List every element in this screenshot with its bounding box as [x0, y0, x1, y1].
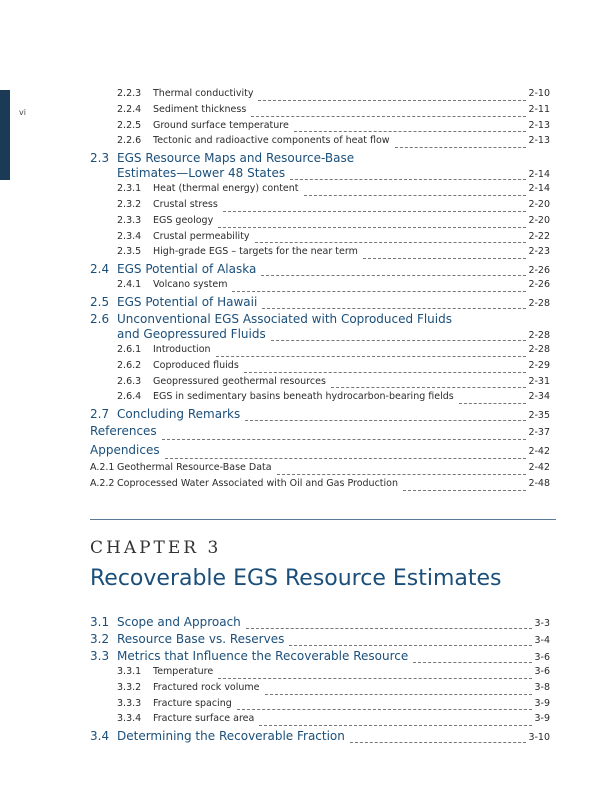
toc-entry-number: 3.4 [90, 729, 110, 744]
toc-entry-page: 3-9 [534, 697, 550, 709]
toc-entry-number: 2.6 [90, 311, 110, 326]
toc-entry-number: 2.2.4 [117, 103, 142, 115]
toc-entry-number: 2.4.1 [117, 279, 142, 291]
dot-leader [289, 644, 532, 646]
page-number: vi [19, 108, 26, 117]
toc-entry-number: 3.1 [90, 615, 110, 629]
toc-entry-title: Fracture spacing [153, 697, 232, 709]
toc-entry-page: 2-42 [528, 462, 550, 474]
toc-entry[interactable] [90, 135, 550, 151]
toc-entry-page: 2-23 [528, 246, 550, 258]
sidebar-accent-bar [0, 90, 10, 180]
toc-entry-page: 2-48 [528, 478, 550, 490]
dot-leader [265, 693, 533, 695]
toc-entry[interactable] [90, 649, 550, 666]
toc-entry-continuation[interactable] [90, 166, 550, 183]
toc-entry-title: EGS geology [153, 214, 214, 226]
dot-leader [223, 210, 527, 212]
toc-entry[interactable] [90, 231, 550, 247]
toc-entry[interactable] [90, 120, 550, 136]
dot-leader [258, 99, 526, 101]
toc-entry-number: 2.3.5 [117, 246, 142, 258]
toc-entry-title: Geopressured geothermal resources [153, 375, 326, 387]
toc-entry-title: Volcano system [153, 279, 228, 291]
toc-entry-title: Resource Base vs. Reserves [117, 632, 285, 646]
toc-entry-title: EGS Resource Maps and Resource-Base [117, 151, 355, 166]
toc-entry-page: 2-13 [528, 135, 550, 147]
toc-entry-page: 3-3 [534, 618, 550, 629]
toc-entry-number: 3.2 [90, 632, 110, 646]
dot-leader [395, 146, 527, 148]
dot-leader [218, 226, 526, 228]
toc-entry[interactable] [90, 682, 550, 698]
toc-entry[interactable] [90, 424, 550, 443]
toc-entry-number: 2.6.3 [117, 375, 142, 387]
toc-entry-page: 2-28 [528, 329, 550, 341]
toc-entry-page: 2-11 [528, 103, 550, 115]
toc-entry-title: EGS in sedimentary basins beneath hydrocarbon-bearing fields [153, 391, 454, 403]
toc-entry[interactable] [90, 183, 550, 199]
toc-entry[interactable] [90, 279, 550, 295]
toc-entry-title: Introduction [153, 343, 211, 355]
chapter-title: Recoverable EGS Resource Estimates [90, 566, 502, 591]
toc-entry-page: 2-34 [528, 391, 550, 403]
toc-entry-number: 2.6.4 [117, 391, 142, 403]
toc-entry[interactable] [90, 199, 550, 215]
toc-entry-number: 2.4 [90, 262, 110, 277]
toc-entry[interactable] [90, 407, 550, 424]
dot-leader [331, 386, 527, 388]
toc-entry-page: 2-20 [528, 214, 550, 226]
toc-entry-number: 2.3.3 [117, 214, 142, 226]
toc-entry-title: Coprocessed Water Associated with Oil and Gas Production [117, 478, 399, 490]
toc-entry[interactable] [90, 462, 550, 478]
toc-entry[interactable] [90, 666, 550, 682]
toc-chapter-2-continued [90, 88, 550, 494]
dot-leader [255, 241, 527, 243]
toc-entry-number: A.2.1 [90, 462, 115, 474]
toc-entry-title: Coproduced fluids [153, 359, 239, 371]
dot-leader [162, 438, 527, 440]
toc-entry-number: 3.3.3 [117, 697, 142, 709]
toc-entry-number: 3.3 [90, 649, 110, 663]
toc-entry[interactable] [90, 698, 550, 714]
toc-entry-title: Sediment thickness [153, 103, 247, 115]
toc-entry-number: 2.7 [90, 407, 110, 422]
toc-entry[interactable] [90, 295, 550, 312]
dot-leader [232, 290, 526, 292]
toc-entry-title: Ground surface temperature [153, 119, 289, 131]
toc-entry[interactable] [90, 88, 550, 104]
toc-entry-title: Fracture surface area [153, 713, 255, 725]
toc-entry-continuation[interactable] [90, 327, 550, 344]
toc-entry-number: 2.3.4 [117, 230, 142, 242]
dot-leader [262, 307, 526, 309]
toc-entry-page: 2-31 [528, 375, 550, 387]
toc-entry-title: Fractured rock volume [153, 681, 260, 693]
toc-entry-page: 2-28 [528, 343, 550, 355]
toc-entry-number: 2.6.2 [117, 359, 142, 371]
toc-entry-title: Concluding Remarks [117, 407, 241, 422]
toc-entry-title: Metrics that Influence the Recoverable Resource [117, 649, 409, 663]
toc-entry-page: 2-22 [528, 230, 550, 242]
toc-entry[interactable] [90, 262, 550, 279]
toc-entry[interactable] [90, 443, 550, 462]
toc-entry[interactable] [90, 615, 550, 632]
toc-entry[interactable] [90, 151, 550, 166]
chapter-label: CHAPTER 3 [90, 538, 222, 558]
toc-entry-page: 2-26 [528, 279, 550, 291]
toc-entry-page: 3-6 [534, 652, 550, 663]
toc-entry-page: 2-10 [528, 88, 550, 99]
toc-entry-number: 2.5 [90, 294, 110, 309]
toc-entry-page: 2-37 [528, 427, 550, 439]
toc-entry-title: EGS Potential of Alaska [117, 262, 257, 277]
dot-leader [290, 178, 526, 180]
toc-entry[interactable] [90, 391, 550, 407]
dot-leader [218, 677, 532, 679]
toc-entry[interactable] [90, 729, 550, 746]
toc-entry-number: 2.2.6 [117, 135, 142, 147]
toc-entry[interactable] [90, 713, 550, 729]
toc-entry-number: 2.2.3 [117, 88, 142, 99]
dot-leader [403, 489, 526, 491]
toc-entry-number: 2.3.2 [117, 198, 142, 210]
toc-entry-title: Thermal conductivity [153, 88, 254, 99]
dot-leader [304, 194, 527, 196]
dot-leader [294, 130, 527, 132]
toc-entry-number: 3.3.2 [117, 681, 142, 693]
toc-entry[interactable] [90, 215, 550, 231]
toc-entry-page: 3-4 [534, 635, 550, 646]
toc-entry-page: 2-35 [528, 410, 550, 422]
dot-leader [271, 339, 527, 341]
toc-entry-number: 2.3 [90, 151, 110, 166]
dot-leader [363, 257, 527, 259]
toc-entry-title: Tectonic and radioactive components of heat flow [153, 135, 390, 147]
toc-entry-number: 3.3.1 [117, 666, 142, 677]
dot-leader [216, 355, 527, 357]
dot-leader [459, 402, 527, 404]
toc-entry[interactable] [90, 344, 550, 360]
section-divider [90, 519, 556, 520]
toc-entry-number: 2.6.1 [117, 343, 142, 355]
toc-entry-title: Geothermal Resource-Base Data [117, 462, 272, 474]
toc-entry-title: Heat (thermal energy) content [153, 183, 299, 195]
toc-entry-page: 2-14 [528, 169, 550, 181]
toc-entry-title: Determining the Recoverable Fraction [117, 729, 345, 744]
toc-entry[interactable] [90, 376, 550, 392]
toc-entry-title: Scope and Approach [117, 615, 241, 629]
toc-entry-page: 2-26 [528, 265, 550, 277]
dot-leader [246, 627, 533, 629]
toc-entry-page: 2-13 [528, 119, 550, 131]
toc-entry-number: 3.3.4 [117, 713, 142, 725]
toc-entry-number: A.2.2 [90, 478, 115, 490]
toc-entry-number: 2.2.5 [117, 119, 142, 131]
dot-leader [245, 419, 526, 421]
toc-entry-page: 3-10 [528, 732, 550, 744]
toc-entry-number: 2.3.1 [117, 183, 142, 195]
toc-entry-page: 3-9 [534, 713, 550, 725]
toc-entry-page: 3-8 [534, 681, 550, 693]
dot-leader [244, 371, 527, 373]
dot-leader [251, 115, 526, 117]
toc-entry-title: References [90, 424, 157, 439]
toc-entry-page: 2-29 [528, 359, 550, 371]
toc-entry-title: EGS Potential of Hawaii [117, 294, 258, 309]
toc-entry-title: Appendices [90, 443, 160, 458]
toc-entry[interactable] [90, 632, 550, 649]
toc-chapter-3 [90, 615, 550, 746]
dot-leader [277, 473, 527, 475]
toc-entry-page: 3-6 [534, 666, 550, 677]
toc-entry-title-continued: and Geopressured Fluids [117, 326, 266, 341]
dot-leader [237, 708, 533, 710]
toc-entry-title: Crustal stress [153, 198, 218, 210]
toc-entry-title-continued: Estimates—Lower 48 States [117, 166, 286, 181]
toc-entry[interactable] [90, 312, 550, 327]
dot-leader [261, 274, 526, 276]
dot-leader [350, 741, 527, 743]
dot-leader [259, 724, 532, 726]
toc-entry[interactable] [90, 478, 550, 494]
toc-entry-page: 2-42 [528, 446, 550, 458]
toc-entry-page: 2-28 [528, 297, 550, 309]
toc-entry[interactable] [90, 104, 550, 120]
toc-entry-title: Crustal permeability [153, 230, 250, 242]
dot-leader [413, 661, 532, 663]
toc-entry-title: Unconventional EGS Associated with Coproduced Fluids [117, 311, 452, 326]
toc-entry-page: 2-14 [528, 183, 550, 195]
toc-entry-page: 2-20 [528, 198, 550, 210]
toc-entry-title: High-grade EGS – targets for the near term [153, 246, 358, 258]
toc-entry[interactable] [90, 246, 550, 262]
toc-entry[interactable] [90, 360, 550, 376]
toc-entry-title: Temperature [153, 666, 214, 677]
dot-leader [165, 457, 527, 459]
